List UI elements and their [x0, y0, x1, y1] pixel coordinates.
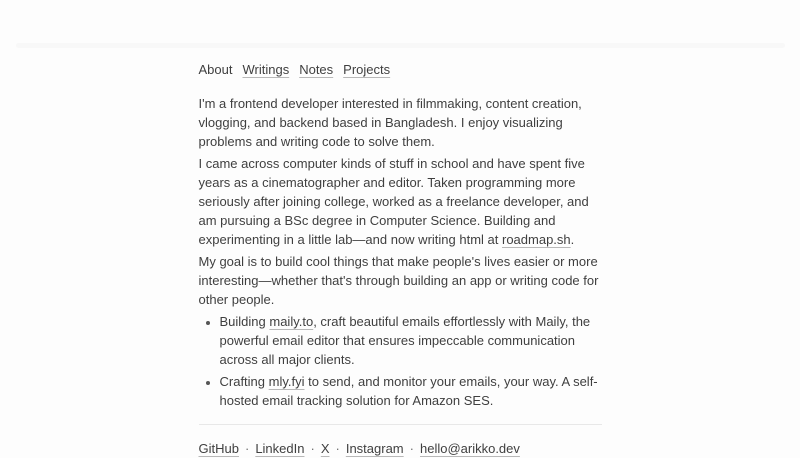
maily-link[interactable]: maily.to — [269, 314, 314, 329]
page-content — [199, 0, 602, 458]
footer-separator: · — [335, 441, 340, 456]
background-text-end: . — [570, 232, 575, 247]
mlyfyi-link[interactable]: mly.fyi — [268, 374, 305, 389]
project-item-mlyfyi — [220, 372, 602, 410]
nav-link-projects[interactable]: Projects — [343, 62, 391, 77]
nav-link-notes[interactable]: Notes — [299, 62, 334, 77]
background-text: I came across computer kinds of stuff in school and have spent five years as a cinematographer and editor. Taken programming more seriously after joining college, worked as a freelance developer, and am pursuing a BSc degree in Computer Science. Building and experimenting in a little lab—and now writing html at — [198, 156, 589, 247]
linkedin-link[interactable]: LinkedIn — [255, 441, 305, 456]
instagram-link[interactable]: Instagram — [345, 441, 404, 456]
goal-paragraph: My goal is to build cool things that make people's lives easier or more interesting—whether that's through building an app or writing code for other people. — [198, 254, 599, 307]
email-link[interactable]: hello@arikko.dev — [419, 441, 520, 456]
footer-links — [199, 439, 602, 458]
main-nav — [199, 60, 602, 79]
intro-paragraph: I'm a frontend developer interested in filmmaking, content creation, vlogging, and backend based in Bangladesh. I enjoy visualizing problems and writing code to solve them. — [198, 96, 582, 149]
project-item-maily — [220, 312, 602, 369]
project-maily-text: Building — [219, 314, 270, 329]
projects-list — [199, 312, 602, 410]
x-link[interactable]: X — [320, 441, 330, 456]
project-mlyfyi-text-end: to send, and monitor your emails, your way. A self-hosted email tracking solution for Amazon SES. — [219, 374, 598, 408]
nav-link-about[interactable]: About — [198, 62, 233, 77]
roadmap-link[interactable]: roadmap.sh — [501, 232, 571, 247]
footer-separator: · — [409, 441, 414, 456]
top-highlight-bar — [16, 43, 785, 48]
footer-divider — [199, 424, 602, 425]
github-link[interactable]: GitHub — [198, 441, 239, 456]
footer-separator: · — [310, 441, 315, 456]
nav-link-writings[interactable]: Writings — [242, 62, 290, 77]
project-mlyfyi-text: Crafting — [219, 374, 269, 389]
footer-separator: · — [244, 441, 250, 456]
background-paragraph — [199, 154, 602, 249]
project-maily-text-end: , craft beautiful emails effortlessly with Maily, the powerful email editor that ensures impeccable communication across all major clients. — [219, 314, 591, 367]
